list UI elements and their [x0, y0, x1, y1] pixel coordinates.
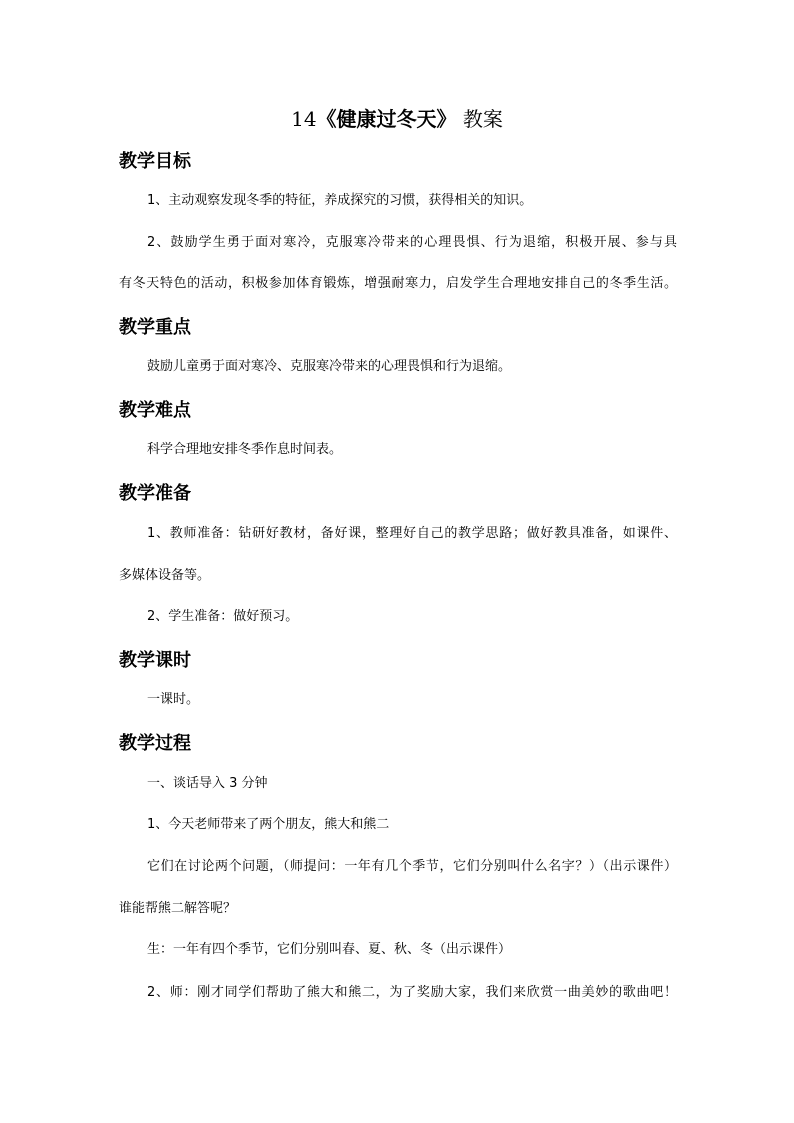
paragraph-preparation-2: 2、学生准备：做好预习。	[147, 609, 299, 624]
paragraph-key-point-1: 鼓励儿童勇于面对寒冷、克服寒冷带来的心理畏惧和行为退缩。	[147, 359, 512, 374]
heading-key-points: 教学重点	[119, 317, 191, 338]
paragraph-goal-2-line-1: 2、鼓励学生勇于面对寒冷，克服寒冷带来的心理畏惧、行为退缩，积极开展、参与具	[147, 235, 677, 250]
paragraph-goal-1: 1、主动观察发现冬季的特征，养成探究的习惯，获得相关的知识。	[147, 193, 533, 208]
paragraph-class-hours: 一课时。	[147, 692, 200, 707]
paragraph-process-4: 2、师：刚才同学们帮助了熊大和熊二，为了奖励大家，我们来欣赏一曲美妙的歌曲吧！	[147, 985, 677, 1000]
paragraph-process-1: 1、今天老师带来了两个朋友，熊大和熊二	[147, 817, 390, 832]
title-number: 14	[291, 107, 317, 131]
document-title	[0, 106, 794, 132]
paragraph-goal-2-line-2: 有冬天特色的活动，积极参加体育锻炼，增强耐寒力，启发学生合理地安排自己的冬季生活。	[119, 276, 677, 291]
paragraph-process-3: 生：一年有四个季节，它们分别叫春、夏、秋、冬（出示课件）	[147, 942, 512, 957]
paragraph-process-2-line-1: 它们在讨论两个问题，（师提问：一年有几个季节，它们分别叫什么名字？）（出示课件）	[147, 859, 677, 874]
heading-teaching-goals: 教学目标	[119, 151, 191, 172]
paragraph-preparation-1-line-2: 多媒体设备等。	[119, 568, 211, 583]
heading-preparation: 教学准备	[119, 483, 191, 504]
heading-teaching-process: 教学过程	[119, 733, 191, 754]
heading-difficulties: 教学难点	[119, 400, 191, 421]
paragraph-process-2-line-2: 谁能帮熊二解答呢？	[119, 901, 237, 916]
paragraph-preparation-1-line-1: 1、教师准备：钻研好教材，备好课，整理好自己的教学思路；做好教具准备，如课件、	[147, 526, 677, 541]
title-book-name: 《健康过冬天》	[316, 107, 457, 131]
heading-class-hours: 教学课时	[119, 650, 191, 671]
title-suffix: 教案	[456, 107, 503, 131]
paragraph-difficulty-1: 科学合理地安排冬季作息时间表。	[147, 442, 343, 457]
paragraph-process-intro: 一、谈话导入 3 分钟	[147, 776, 268, 791]
